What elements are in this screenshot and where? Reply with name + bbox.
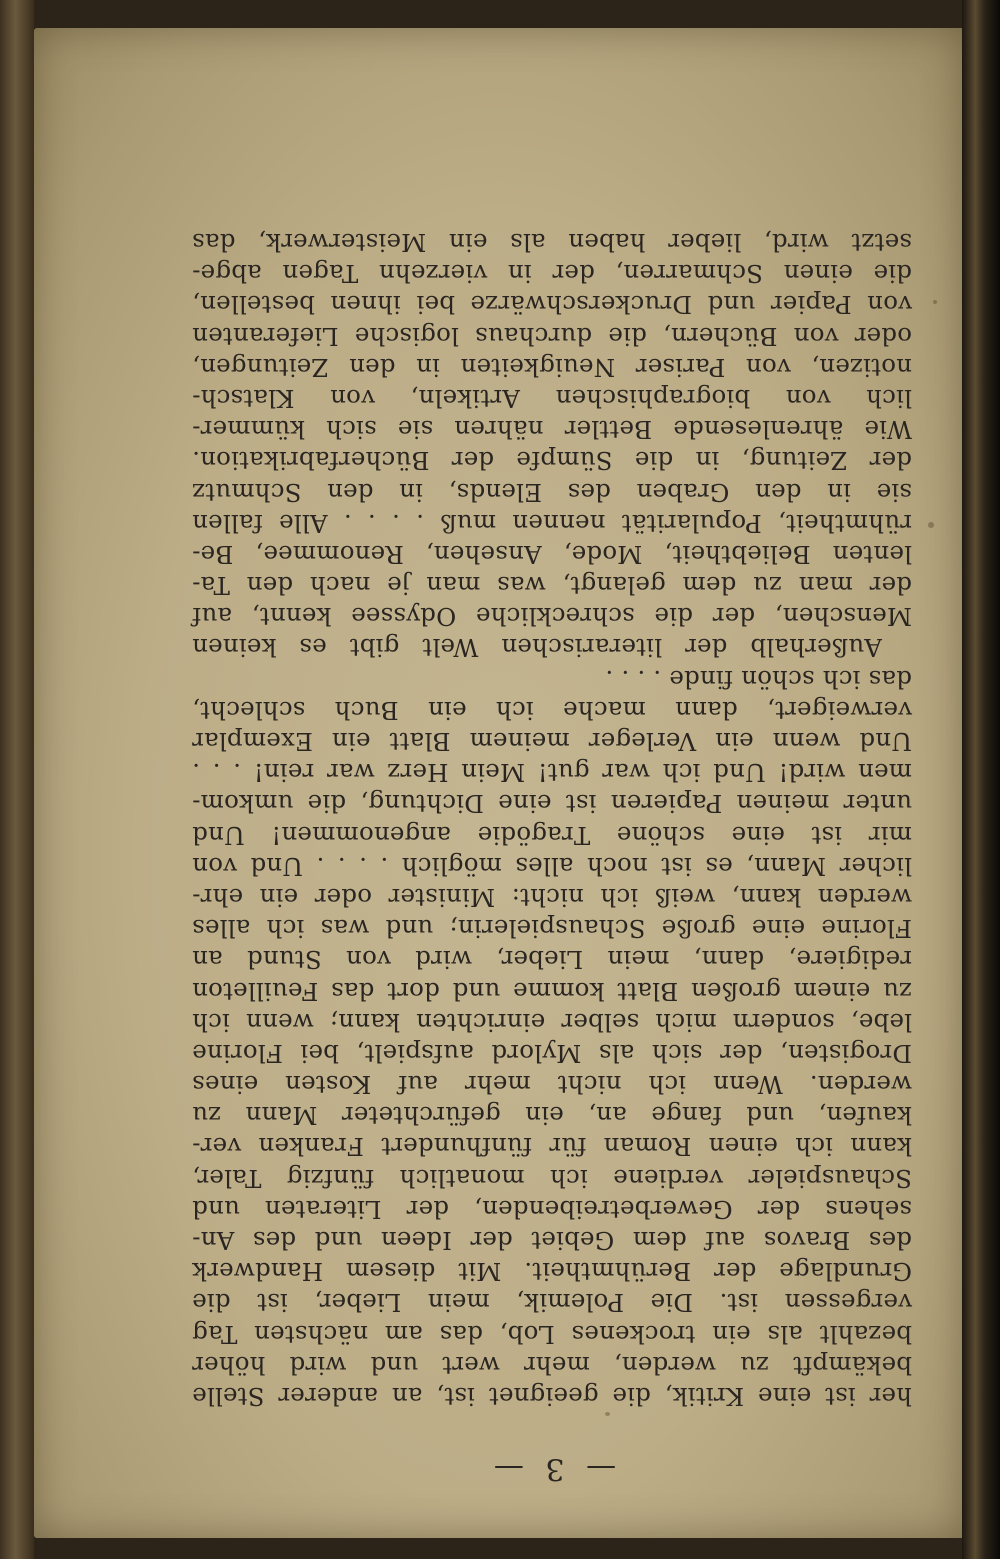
text-line: bezahlt als ein trockenes Lob, das am nächsten Tag <box>192 1319 912 1349</box>
text-line: der man zu dem gelangt, was man je nach den Ta- <box>192 571 912 601</box>
text-line: lebe, sondern mich selber einrichten kann; wenn ich <box>192 1007 912 1037</box>
text-line: setzt wird, lieber haben als ein Meisterwerk, das <box>192 228 912 258</box>
text-line: redigiere, dann, mein Lieber, wird von Stund an <box>192 945 912 975</box>
text-line: sehens der Gewerbetreibenden, der Literaten und <box>192 1194 912 1224</box>
text-line: sie in den Graben des Elends, in den Schmutz <box>192 477 912 507</box>
text-line: kann ich einen Roman für fünfhundert Franken ver- <box>192 1132 912 1162</box>
text-line: Und wenn ein Verleger meinem Blatt ein Exemplar <box>192 727 912 757</box>
text-line: die einen Schmarren, der in vierzehn Tagen abge- <box>192 259 912 289</box>
book-edge-right <box>962 0 1000 1559</box>
text-line: unter meinen Papieren ist eine Dichtung, die umkom- <box>192 789 912 819</box>
text-line: des Bravos auf dem Gebiet der Ideen und des An- <box>192 1226 912 1256</box>
text-line: verweigert, dann mache ich ein Buch schlecht, <box>192 695 912 725</box>
text-line: werden kann, weiß ich nicht: Minister oder ein ehr- <box>192 883 912 912</box>
text-line: licher Mann, es ist noch alles möglich . . . . Und von <box>192 851 912 881</box>
text-line: das ich schön finde . . . . <box>605 664 912 694</box>
text-line: werden. Wenn ich nicht mehr auf Kosten eines <box>192 1070 912 1100</box>
text-line: Wie ährenlesende Bettler nähren sie sich kümmer- <box>192 415 912 445</box>
body-text <box>192 227 912 1412</box>
text-line: notizen, von Pariser Neuigkeiten in den Zeitungen, <box>192 352 912 382</box>
text-line: zu einem großen Blatt komme und dort das Feuilleton <box>192 976 912 1006</box>
text-line: Menschen, der die schreckliche Odyssee kennt, auf <box>192 602 912 632</box>
text-line: der Zeitung, in die Sümpfe der Bücherfabrikation. <box>192 446 912 476</box>
paper-speck <box>933 300 937 304</box>
text-line: Grundlage der Berühmtheit. Mit diesem Handwerk <box>192 1257 912 1287</box>
text-line: vergessen ist. Die Polemik, mein Lieber, ist die <box>192 1288 912 1318</box>
text-line: her ist eine Kritik, die geeignet ist, an anderer Stelle <box>192 1382 912 1411</box>
text-line: lich von biographischen Artikeln, von Klatsch- <box>192 384 912 413</box>
text-line: bekämpft zu werden, mehr wert und wird höher <box>192 1350 912 1380</box>
text-line: men wird! Und ich war gut! Mein Herz war rein! . . . <box>192 758 912 788</box>
text-line: oder von Büchern, die durchaus logische Lieferanten <box>192 321 912 351</box>
text-line: Florine eine große Schauspielerin; und was ich alles <box>192 914 912 944</box>
text-line: Außerhalb der literarischen Welt gibt es keinen <box>192 633 882 663</box>
text-line: Schauspieler verdiene ich monatlich fünfzig Taler, <box>192 1163 912 1193</box>
book-gutter-left <box>0 0 34 1559</box>
text-line: Drogisten, der sich als Mylord aufspielt, bei Florine <box>192 1038 912 1068</box>
upside-down-text-block <box>192 198 912 1498</box>
text-line: mir ist eine schöne Tragödie angenommen! Und <box>192 820 912 850</box>
page-number: — 3 — <box>487 1451 617 1486</box>
text-line: rühmtheit, Popularität nennen muß . . . . Alle fallen <box>192 508 912 538</box>
paper-speck <box>928 522 934 528</box>
text-line: kaufen, und fange an, ein gefürchteter Mann zu <box>192 1101 912 1131</box>
text-line: von Papier und Druckerschwärze bei ihnen bestellen, <box>192 290 912 320</box>
text-line: lenten Beliebtheit, Mode, Ansehen, Renommee, Be- <box>192 539 912 569</box>
